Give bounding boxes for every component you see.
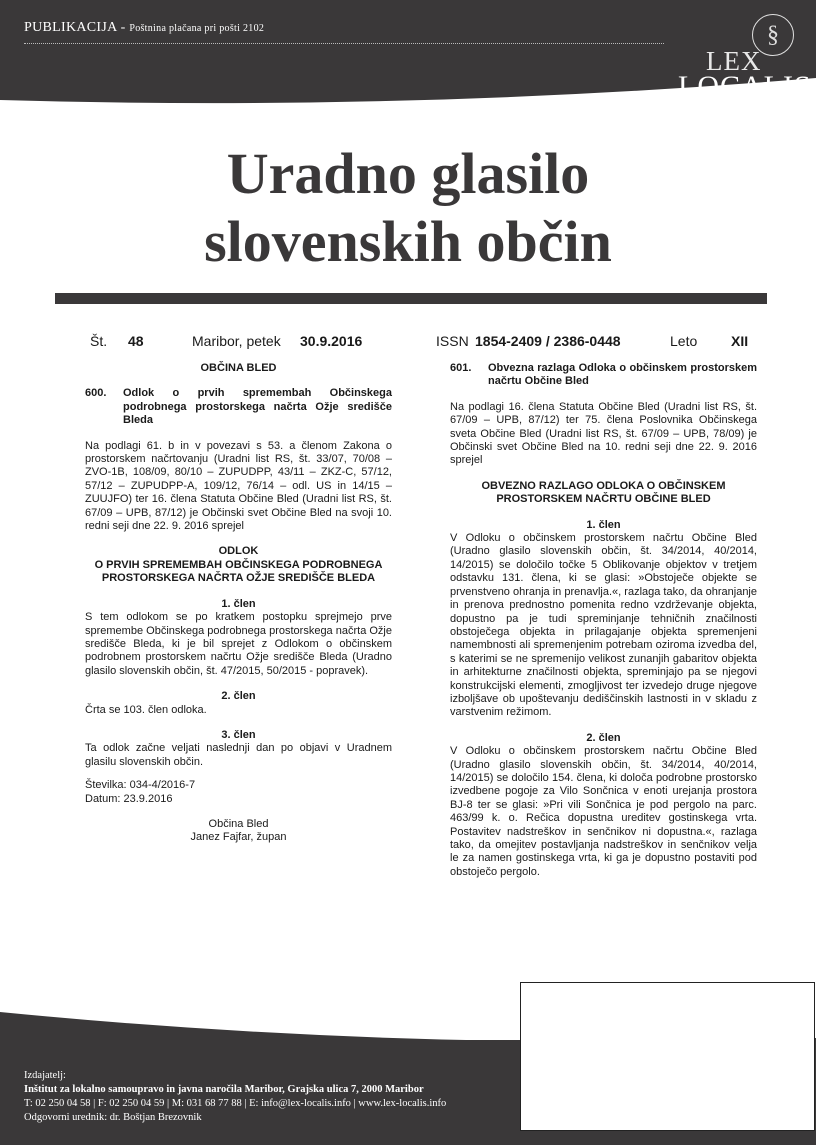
article-heading: 3. člen (221, 728, 256, 741)
issue-place-day: Maribor, petek (192, 333, 281, 349)
document-date: Datum: 23.9.2016 (85, 792, 173, 805)
preamble: Na podlagi 16. člena Statuta Občine Bled (Uradni list RS, št. 67/09 – UPB, 87/12) ter 75. člena Poslovnika Občinskega sveta Občine Bled (Uradni list RS, št. 67/09 – UPB, 78/09) je Občinski svet Občine Bled na 10. redni seji dne 22. 9. 2016 sprejel (450, 400, 757, 467)
signature-municipality: Občina Bled (208, 817, 269, 830)
issue-number-label: Št. (90, 333, 108, 349)
article-heading: 2. člen (586, 731, 621, 744)
article-text: Ta odlok začne veljati naslednji dan po objavi v Uradnem glasilu slovenskih občin. (85, 742, 392, 768)
act-title: Obvezna razlaga Odloka o občinskem prostorskem načrtu Občine Bled (488, 362, 757, 388)
logo-lex-text: LEX (706, 46, 762, 76)
right-column (450, 362, 757, 889)
issue-date: 30.9.2016 (300, 333, 363, 349)
act-title: Odlok o prvih spremembah Občinskega podrobnega prostorskega načrta Ožje središče Bleda (123, 387, 392, 427)
decree-title-line-2: O PRVIH SPREMEMBAH OBČINSKEGA PODROBNEGA PROSTORSKEGA NAČRTA OŽJE SREDIŠČE BLEDA (94, 558, 383, 585)
article-heading: 1. člen (586, 518, 621, 531)
article-heading: 1. člen (221, 597, 256, 610)
document-number: Številka: 034-4/2016-7 (85, 779, 196, 792)
left-column (85, 362, 392, 845)
title-line-2: slovenskih občin (204, 209, 612, 274)
page-title (0, 140, 816, 276)
title-rule (55, 293, 767, 304)
municipality-heading: OBČINA BLED (200, 362, 277, 374)
year-value: XII (731, 333, 749, 349)
postage-note: Poštnina plačana pri pošti 2102 (129, 23, 265, 34)
dotted-divider (24, 43, 664, 44)
preamble: Na podlagi 61. b in v povezavi s 53. a členom Zakona o prostorskem načrtovanju (Uradni list RS, št. 33/07, 70/08 – ZVO-1B, 108/09, 80/10 – ZUPUDPP, 43/11 – ZKZ-C, 57/12, 57/12 – ZUPUDPP-A, 109/12, 76/14 – odl. US in 14/15 – ZUUJFO) ter 16. člena Statuta Občine Bled (Uradni list RS, št. 67/09 – UPB, 87/12) je Občinski svet Občine Bled na svoji 10. redni seji dne 22. 9. 2016 sprejel (85, 439, 392, 533)
decree-title-line-1: ODLOK (218, 545, 259, 558)
title-line-1: Uradno glasilo (226, 141, 590, 206)
act-heading (450, 362, 757, 389)
signature-name: Janez Fajfar, župan (190, 831, 287, 844)
footer-info (24, 1069, 446, 1125)
article-text: V Odloku o občinskem prostorskem načrtu Občine Bled (Uradno glasilo slovenskih občin, št. 34/2014, 40/2014, 14/2015) se določilo 154. člena, ki določa podrobne prostorsko izvedbene pogoje za Vilo Sončnica v enoti urejanja prostora BJ-8 ter se glasi: »Pri vili Sončnica je pod pergolo na parc. 463/99 k. o. Rečica dopustna ureditev gostinskega vrta. Postavitev nadstreškov in senčnikov ni dopustna.«, razlaga tako, da omejitev postavljanja nadstreškov in senčnikov velja le za namen gostinskega vrta, ki ga je dopustno postaviti pod obstoječo pergolo. (450, 745, 757, 878)
decree-title (85, 545, 392, 585)
issue-number: 48 (128, 333, 144, 349)
lex-localis-logo (676, 10, 812, 103)
article-text: Črta se 103. člen odloka. (85, 703, 207, 716)
signature-block (85, 818, 392, 845)
publisher-contacts: T: 02 250 04 58 | F: 02 250 04 59 | M: 031 68 77 88 | E: info@lex-localis.info | www.lex-localis.info (24, 1098, 447, 1109)
responsible-editor: Odgovorni urednik: dr. Boštjan Brezovnik (24, 1112, 202, 1123)
act-number: 601. (450, 362, 472, 374)
act-number: 600. (85, 387, 107, 400)
article-text: V Odloku o občinskem prostorskem načrtu Občine Bled (Uradno glasilo slovenskih občin, št. 34/2014, 40/2014, 14/2015) se določilo točke 5 Oblikovanje objektov v tretjem odstavku 131. člena, ki se glasi: »Obstoječe objekte se prvenstveno ohranja in prenavlja.«, razlaga tako, da ohranjanje in prenova prednostno pomenita redno vzdrževanje objekta, dopustno pa je tudi spreminjanje tehničnih značilnosti obstoječega objekta in prilagajanje objekta spremenjeni namembnosti ali spremenjenim potrebam oziroma izvedba del, s katerimi se ne spremenijo velikost zunanjih gabaritov objekta in arhitekturne značilnosti objekta, spreminjajo pa se njegovi konstrukcijski elementi, zmogljivost ter izvedejo druge njegove izboljšave ob upoštevanju dediščinskih lastnosti in v skladu z varstvenim režimom. (450, 532, 757, 719)
publication-separator: - (116, 20, 130, 35)
logo-localis-text: LOCALIS (678, 70, 812, 103)
article-heading: 2. člen (221, 690, 256, 703)
act-heading (85, 387, 392, 427)
publisher-name: Inštitut za lokalno samoupravo in javna naročila Maribor, Grajska ulica 7, 2000 Maribor (24, 1084, 424, 1095)
year-label: Leto (670, 333, 698, 349)
issn-label: ISSN (436, 333, 469, 349)
address-box (520, 982, 815, 1131)
interpretation-title: OBVEZNO RAZLAGO ODLOKA O OBČINSKEM PROSTORSKEM NAČRTU OBČINE BLED (481, 479, 726, 506)
article-text: S tem odlokom se po kratkem postopku sprejmejo prve spremembe Občinskega podrobnega prostorskega načrta Ožje središče Bleda, ki je bil sprejet z Odlokom o občinskem podrobnem prostorskem načrtu Ožje središče Bleda (Uradno glasilo slovenskih občin, št. 47/2015, 50/2015 - popravek). (85, 611, 392, 677)
publisher-label: Izdajatelj: (24, 1070, 66, 1081)
publication-line (24, 20, 264, 36)
paragraph-symbol-icon: § (752, 14, 794, 56)
publication-label: PUBLIKACIJA (24, 20, 117, 35)
issn-value: 1854-2409 / 2386-0448 (475, 333, 621, 349)
